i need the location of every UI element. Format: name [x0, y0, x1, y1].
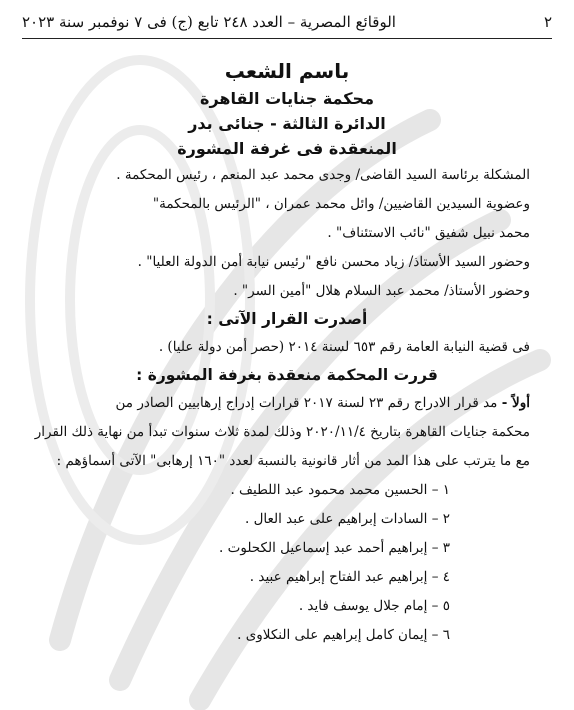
composition-line-2: وعضوية السيدين القاضيين/ وائل محمد عمران ، "الرئيس بالمحكمة" [152, 196, 530, 212]
header-divider [22, 38, 552, 39]
list-item: ٦ – إيمان كامل إبراهيم على النكلاوى . [237, 627, 450, 643]
decided-heading: قررت المحكمة منعقدة بغرفة المشورة : [136, 366, 438, 384]
page-header [22, 10, 552, 34]
case-line: فى قضية النيابة العامة رقم ٦٥٣ لسنة ٢٠١٤ (حصر أمن دولة عليا) . [158, 339, 530, 355]
first-clause-line-3: مع ما يترتب على هذا المد من أثار قانونية بالنسبة لعدد "١٦٠ إرهابى" الآتى أسماؤهم : [56, 453, 530, 469]
list-item: ١ – الحسين محمد محمود عبد اللطيف . [230, 482, 450, 498]
composition-line-4: وحضور السيد الأستاذ/ زياد محسن نافع "رئيس نيابة أمن الدولة العليا" . [137, 254, 530, 270]
list-item: ٣ – إبراهيم أحمد عبد إسماعيل الكحلوت . [219, 540, 450, 556]
composition-line-3: محمد نبيل شفيق "نائب الاستئناف" . [327, 225, 530, 241]
title-session: المنعقدة فى غرفة المشورة [177, 139, 397, 158]
list-item: ٤ – إبراهيم عبد الفتاح إبراهيم عبيد . [249, 569, 450, 585]
document-body [34, 56, 530, 650]
list-item: ٥ – إمام جلال يوسف فايد . [298, 598, 450, 614]
decision-heading: أصدرت القرار الآتى : [206, 310, 368, 328]
title-court: محكمة جنايات القاهرة [200, 89, 374, 108]
first-clause-text: مد قرار الادراج رقم ٢٣ لسنة ٢٠١٧ قرارات إدراج إرهابيين الصادر من [115, 395, 498, 411]
composition-line-5: وحضور الأستاذ/ محمد عبد السلام هلال "أمين السر" . [233, 283, 530, 299]
first-clause-label: أولاً - [501, 395, 530, 411]
names-list [44, 476, 530, 650]
first-clause-line-1 [44, 389, 530, 418]
title-circuit: الدائرة الثالثة - جنائى بدر [188, 114, 386, 133]
list-item: ٢ – السادات إبراهيم على عبد العال . [244, 511, 450, 527]
publication-line: الوقائع المصرية – العدد ٢٤٨ تابع (ج) فى ٧ نوفمبر سنة ٢٠٢٣ [22, 13, 396, 31]
first-clause-line-2: محكمة جنايات القاهرة بتاريخ ٢٠٢٠/١١/٤ وذلك لمدة ثلاث سنوات تبدأ من نهاية ذلك القرار [34, 424, 530, 440]
composition-line-1: المشكلة برئاسة السيد القاضى/ وجدى محمد عبد المنعم ، رئيس المحكمة . [116, 167, 530, 183]
title-in-the-name: باسم الشعب [224, 59, 350, 83]
page-number: ٢ [543, 13, 552, 31]
